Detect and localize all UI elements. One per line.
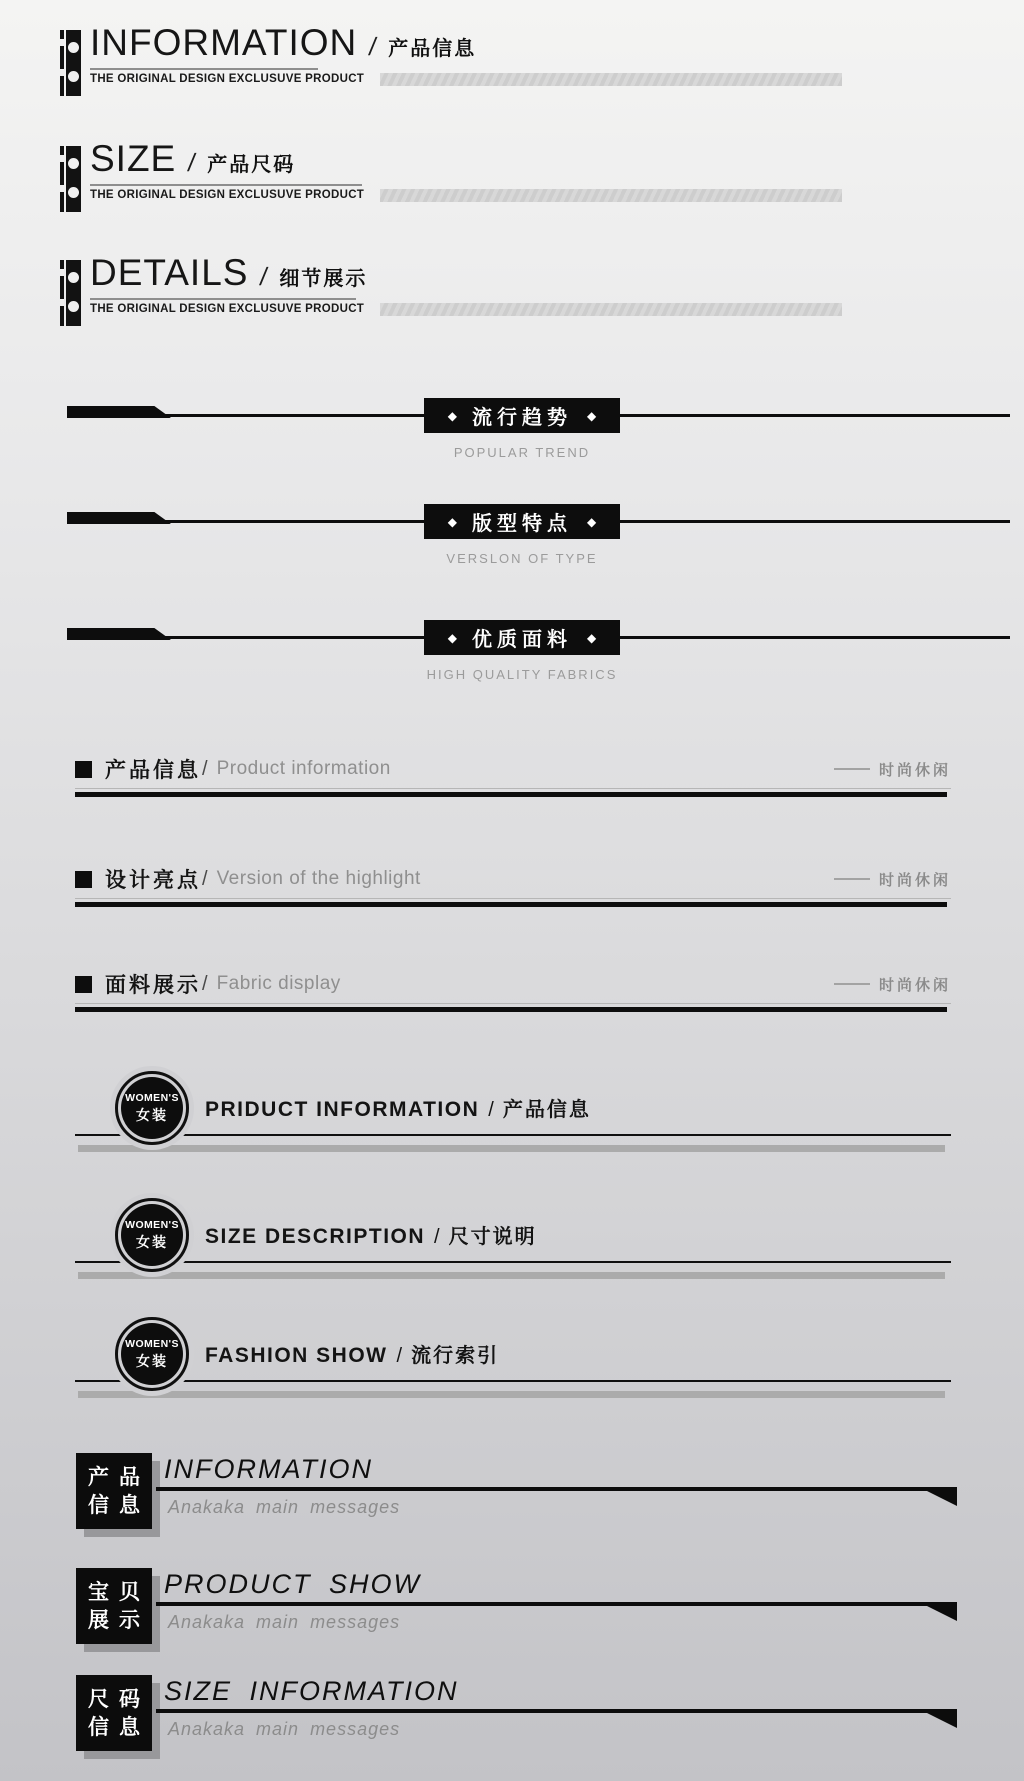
textured-bar [380,303,842,316]
banner-label-cn: 尺寸说明 [448,1226,537,1248]
banner-line-black [75,1261,951,1263]
row-label-en: Fabric display [216,973,341,994]
badge-text-en: WOMEN'S [125,1218,179,1231]
badge-text-cn: 女装 [136,1352,168,1369]
diamond-icon: ◆ [587,514,597,529]
triangle-arrow-icon [927,1606,957,1621]
ribbon-label: 流行趋势 [472,407,572,429]
row-label-cn: 产品信息 [105,759,201,782]
row-label-en: Version of the highlight [216,868,421,889]
section-title-cn: 细节展示 [279,268,368,290]
row-tag [834,869,951,890]
title-underline [90,68,318,70]
banner-label-cn: 产品信息 [502,1099,591,1121]
square-text-line1: 宝贝 [88,1580,150,1604]
square-text-line2: 信息 [88,1715,150,1739]
section-title-cn: 产品信息 [388,38,477,60]
section-title: INFORMATION [90,22,358,63]
ribbon-label: 版型特点 [472,513,572,535]
row-label-en: Product information [216,758,391,779]
block-subtitle: Anakaka main messages [168,1497,401,1517]
slash-separator: / [258,263,270,291]
diamond-icon: ◆ [447,408,457,423]
block-subtitle: Anakaka main messages [168,1719,401,1739]
banner-line-black [75,1380,951,1382]
header-section-details [62,254,842,316]
womens-banner-product-information [0,1071,1024,1166]
banner-line-gray [78,1272,945,1279]
section-title: SIZE [90,138,177,179]
slash-separator: / [488,1099,494,1121]
dash-icon [834,983,870,985]
banner-label-cn: 流行索引 [411,1345,500,1367]
square-text-line2: 展示 [88,1608,150,1632]
section-tagline: THE ORIGINAL DESIGN EXCLUSUVE PRODUCT [90,73,365,86]
row-divider [75,898,951,907]
ribbon-label-box [424,398,620,433]
ribbon-label-box [424,504,620,539]
block-banner-information [76,1453,960,1553]
banner-line-gray [78,1145,945,1152]
block-subtitle: Anakaka main messages [168,1612,401,1632]
banner-label-en: FASHION SHOW [205,1344,388,1367]
rule-row-design-highlight [75,866,951,907]
row-tag [834,974,951,995]
diamond-icon: ◆ [447,514,457,529]
triangle-arrow-icon [927,1491,957,1506]
row-divider [75,1003,951,1012]
square-bullet-icon [75,871,92,888]
filmstrip-icon [60,30,82,96]
rule-row-fabric-display [75,971,951,1012]
ribbon-left-bar [67,406,171,418]
womens-badge-icon [115,1071,189,1145]
row-divider [75,788,951,797]
filmstrip-icon [60,146,82,212]
section-title-cn: 产品尺码 [207,154,296,176]
slash-separator: / [396,1345,403,1367]
square-bullet-icon [75,976,92,993]
dash-icon [834,768,870,770]
slash-separator: / [186,149,198,177]
block-banner-product-show [76,1568,960,1668]
block-title: INFORMATION [164,1454,373,1484]
black-square-badge [76,1453,152,1529]
square-text-line1: 产品 [88,1465,150,1489]
triangle-arrow-icon [927,1713,957,1728]
ribbon-left-bar [67,628,171,640]
black-square-badge [76,1675,152,1751]
row-tag [834,759,951,780]
ribbon-label: 优质面料 [472,629,572,651]
row-label-cn: 面料展示 [105,974,201,997]
row-label-cn: 设计亮点 [105,869,201,892]
section-tagline: THE ORIGINAL DESIGN EXCLUSUVE PRODUCT [90,189,365,202]
section-title: DETAILS [90,252,249,293]
ribbon-label-box [424,620,620,655]
badge-text-cn: 女装 [136,1106,168,1123]
slash-separator: / [367,33,379,61]
diamond-icon: ◆ [447,630,457,645]
title-underline [90,298,356,300]
banner-line-gray [78,1391,945,1398]
ribbon-banner-quality-fabrics [0,620,1024,700]
banner-line-black [75,1134,951,1136]
womens-badge-icon [115,1198,189,1272]
ribbon-banner-popular-trend [0,398,1024,478]
banner-label-en: SIZE DESCRIPTION [205,1225,426,1248]
row-tag-text: 时尚休闲 [878,761,951,779]
title-underline [90,184,362,186]
square-text-line2: 信息 [88,1493,150,1517]
row-tag-text: 时尚休闲 [878,871,951,889]
womens-banner-size-description [0,1198,1024,1293]
diamond-icon: ◆ [587,630,597,645]
slash-separator: / [434,1226,440,1248]
textured-bar [380,73,842,86]
ribbon-subtitle: POPULAR TREND [453,445,591,460]
banner-label-en: PRIDUCT INFORMATION [205,1098,480,1121]
header-section-information [62,24,842,86]
ribbon-subtitle: HIGH QUALITY FABRICS [426,667,618,682]
dash-icon [834,878,870,880]
block-rule-line [156,1602,957,1606]
ribbon-subtitle: VERSLON OF TYPE [446,551,598,566]
block-rule-line [156,1709,957,1713]
slash-separator: / [202,867,208,890]
slash-separator: / [202,972,208,995]
rule-row-product-information [75,756,951,797]
badge-text-en: WOMEN'S [125,1091,179,1104]
womens-banner-fashion-show [0,1317,1024,1412]
square-bullet-icon [75,761,92,778]
badge-text-en: WOMEN'S [125,1337,179,1350]
square-text-line1: 尺码 [88,1687,150,1711]
badge-text-cn: 女装 [136,1233,168,1250]
block-rule-line [156,1487,957,1491]
ribbon-left-bar [67,512,171,524]
row-tag-text: 时尚休闲 [878,976,951,994]
block-banner-size-information [76,1675,960,1775]
textured-bar [380,189,842,202]
block-title: PRODUCT SHOW [164,1569,421,1599]
womens-badge-icon [115,1317,189,1391]
header-section-size [62,140,842,202]
filmstrip-icon [60,260,82,326]
slash-separator: / [202,757,208,780]
diamond-icon: ◆ [587,408,597,423]
ribbon-banner-version-type [0,504,1024,584]
black-square-badge [76,1568,152,1644]
block-title: SIZE INFORMATION [164,1676,459,1706]
section-tagline: THE ORIGINAL DESIGN EXCLUSUVE PRODUCT [90,303,365,316]
